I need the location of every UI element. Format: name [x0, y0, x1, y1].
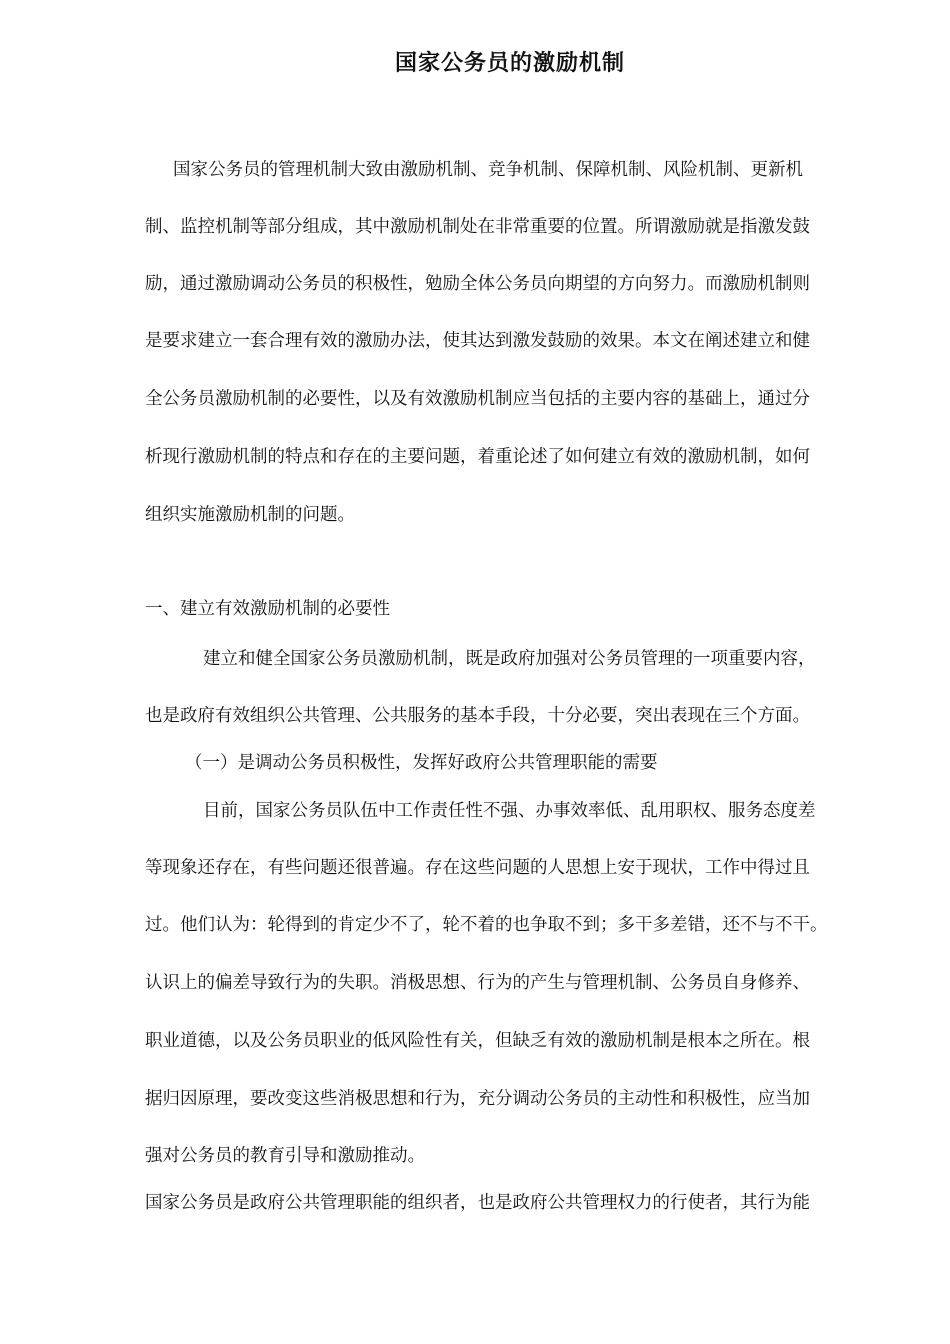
closing-line: 国家公务员是政府公共管理职能的组织者，也是政府公共管理权力的行使者，其行为能	[145, 1193, 810, 1213]
subsection-para-line-7: 强对公务员的教育引导和激励推动。	[145, 1146, 425, 1166]
intro-line-6: 析现行激励机制的特点和存在的主要问题，着重论述了如何建立有效的激励机制，如何	[145, 447, 810, 467]
section-para-line-2: 也是政府有效组织公共管理、公共服务的基本手段，十分必要，突出表现在三个方面。	[145, 706, 810, 726]
section-para-line-1: 建立和健全国家公务员激励机制，既是政府加强对公务员管理的一项重要内容，	[203, 649, 816, 669]
intro-line-7: 组织实施激励机制的问题。	[145, 505, 355, 525]
intro-line-3: 励，通过激励调动公务员的积极性，勉励全体公务员向期望的方向努力。而激励机制则	[145, 274, 810, 294]
intro-line-4: 是要求建立一套合理有效的激励办法，使其达到激发鼓励的效果。本文在阐述建立和健	[145, 331, 810, 351]
document-title: 国家公务员的激励机制	[394, 50, 625, 76]
section-heading: 一、建立有效激励机制的必要性	[145, 599, 390, 619]
intro-line-1: 国家公务员的管理机制大致由激励机制、竞争机制、保障机制、风险机制、更新机	[173, 160, 803, 180]
subsection-heading: （一）是调动公务员积极性，发挥好政府公共管理职能的需要	[185, 753, 658, 773]
subsection-para-line-4: 认识上的偏差导致行为的失职。消极思想、行为的产生与管理机制、公务员自身修养、	[145, 973, 810, 993]
subsection-para-line-3: 过。他们认为：轮得到的肯定少不了，轮不着的也争取不到；多干多差错，还不与不干。	[145, 915, 828, 935]
subsection-para-line-2: 等现象还存在，有些问题还很普遍。存在这些问题的人思想上安于现状，工作中得过且	[145, 858, 810, 878]
intro-line-2: 制、监控机制等部分组成，其中激励机制处在非常重要的位置。所谓激励就是指激发鼓	[145, 217, 810, 237]
subsection-para-line-6: 据归因原理，要改变这些消极思想和行为，充分调动公务员的主动性和积极性，应当加	[145, 1089, 810, 1109]
subsection-para-line-1: 目前，国家公务员队伍中工作责任性不强、办事效率低、乱用职权、服务态度差	[203, 801, 816, 821]
intro-line-5: 全公务员激励机制的必要性，以及有效激励机制应当包括的主要内容的基础上，通过分	[145, 389, 810, 409]
subsection-para-line-5: 职业道德，以及公务员职业的低风险性有关，但缺乏有效的激励机制是根本之所在。根	[145, 1031, 810, 1051]
